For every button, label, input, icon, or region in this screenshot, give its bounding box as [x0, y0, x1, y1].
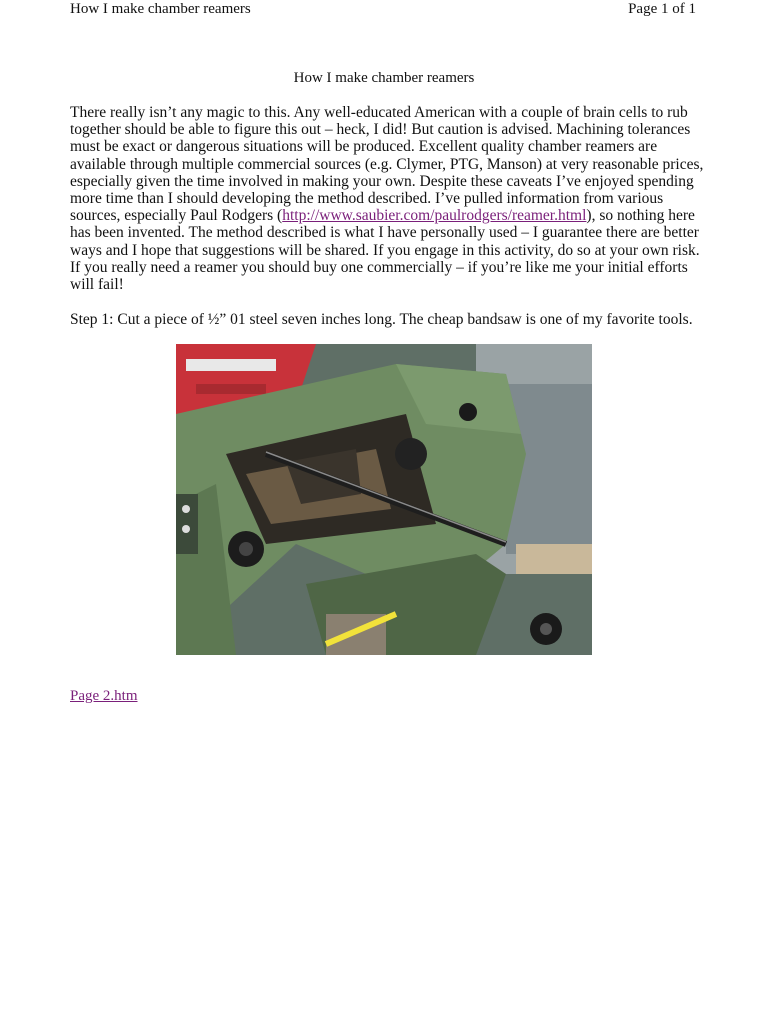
intro-text-before-link: There really isn’t any magic to this. Any well-educated American with a couple of brain cells to rub together should be able to figure this out – heck, I did! But caution is advised. Machining tolerances must be exact or dangerous situations will be produced. Excellent quality chamber reamers are available through multiple commercial sources (e.g. Clymer, PTG, Manson) at very reasonable prices, especially given the time involved in making your own. Despite these caveats I’ve enjoyed spending more time than I should developing the method described. I’ve pulled information from various sources, especially Paul Rodgers ( [70, 104, 704, 225]
bandsaw-photo [176, 344, 592, 655]
next-page-link[interactable]: Page 2.htm [70, 688, 138, 704]
paul-rodgers-link[interactable]: http://www.saubier.com/paulrodgers/reamer.html [282, 207, 587, 225]
document-title: How I make chamber reamers [293, 70, 475, 86]
intro-paragraph [70, 104, 710, 293]
page-header-title: How I make chamber reamers [70, 1, 251, 17]
page-counter: Page 1 of 1 [628, 1, 696, 17]
intro-text-after-link: ), so nothing here has been invented. The method described is what I have personally used – I guarantee there are better ways and I hope that suggestions will be shared. If you engage in this activity, do so at your own risk. If you really need a reamer you should buy one commercially – if you’re like me your initial efforts will fail! [70, 207, 700, 294]
step-1-paragraph: Step 1: Cut a piece of ½” 01 steel seven inches long. The cheap bandsaw is one of my favorite tools. [70, 311, 693, 328]
